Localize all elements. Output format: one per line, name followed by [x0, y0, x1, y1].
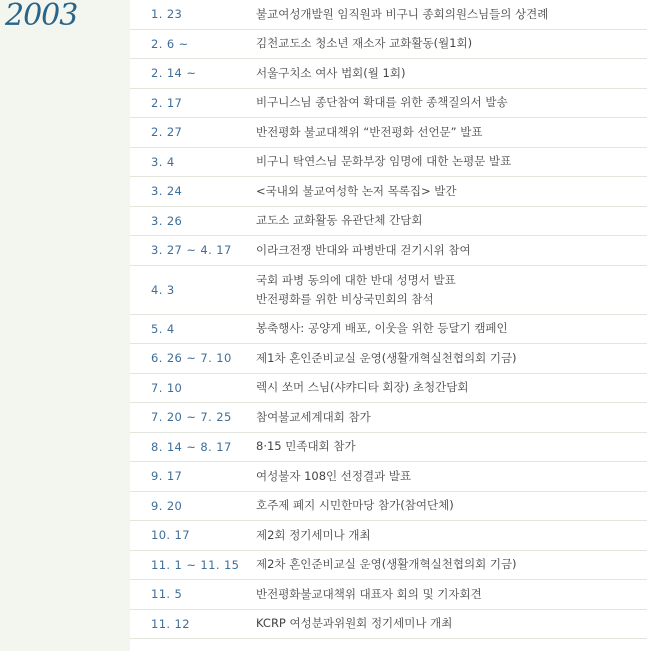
event-date: 3. 27 ~ 4. 17 [151, 243, 232, 258]
event-description-line: 김천교도소 청소년 재소자 교화활동(월1회) [256, 36, 473, 51]
event-description-line: 비구니 탁연스님 문화부장 임명에 대한 논평문 발표 [256, 154, 512, 169]
event-description-line: 교도소 교화활동 유관단체 간담회 [256, 213, 423, 228]
event-description-line: 반전평화를 위한 비상국민회의 참석 [256, 291, 434, 306]
event-date: 7. 10 [151, 380, 183, 395]
event-description [256, 492, 643, 521]
event-row [130, 177, 647, 207]
event-description-line: 제1차 혼인준비교실 운영(생활개혁실천협의회 기금) [256, 350, 517, 365]
event-row [130, 492, 647, 522]
event-description-line: 호주제 폐지 시민한마당 참가(참여단체) [256, 498, 454, 513]
event-date: 11. 1 ~ 11. 15 [151, 557, 240, 572]
event-description [256, 148, 643, 177]
event-row [130, 0, 647, 30]
event-description-line: 불교여성개발원 임직원과 비구니 종회의원스님들의 상견례 [256, 6, 549, 21]
event-description [256, 30, 643, 59]
event-description-line: 렉시 쏘머 스님(샤캬디타 회장) 초청간담회 [256, 380, 469, 395]
event-description [256, 118, 643, 147]
event-date: 3. 4 [151, 154, 175, 169]
event-description [256, 266, 643, 314]
event-date: 9. 17 [151, 469, 183, 484]
event-row [130, 344, 647, 374]
event-date: 1. 23 [151, 7, 183, 22]
event-row [130, 118, 647, 148]
event-description-line: 8·15 민족대회 참가 [256, 439, 356, 454]
event-description-line: 참여불교세계대회 참가 [256, 409, 371, 424]
event-date: 4. 3 [151, 282, 175, 297]
event-date: 5. 4 [151, 321, 175, 336]
event-date: 2. 6 ~ [151, 36, 189, 51]
event-description-line: <국내외 불교여성학 논저 목록집> 발간 [256, 183, 457, 198]
year-column [0, 0, 130, 651]
event-row [130, 59, 647, 89]
event-description [256, 177, 643, 206]
event-description-line: 반전평화불교대책위 대표자 회의 및 기자회견 [256, 586, 482, 601]
event-description [256, 403, 643, 432]
event-description [256, 551, 643, 580]
event-description [256, 0, 643, 29]
event-description-line: 국회 파병 동의에 대한 반대 성명서 발표 [256, 272, 456, 287]
event-date: 6. 26 ~ 7. 10 [151, 351, 232, 366]
event-description-line: 서울구치소 여사 법회(월 1회) [256, 65, 406, 80]
event-row [130, 610, 647, 640]
event-date: 10. 17 [151, 528, 190, 543]
event-description [256, 374, 643, 403]
event-description-line: 봉축행사: 공양게 배포, 이웃을 위한 등달기 캠페인 [256, 321, 508, 336]
event-date: 2. 27 [151, 125, 183, 140]
year-heading: 2003 [5, 0, 78, 33]
event-date: 2. 17 [151, 95, 183, 110]
event-row [130, 236, 647, 266]
event-description-line: 반전평화 불교대책위 “반전평화 선언문” 발표 [256, 124, 483, 139]
event-description [256, 344, 643, 373]
event-description [256, 433, 643, 462]
event-row [130, 148, 647, 178]
event-description-line: 제2회 정기세미나 개최 [256, 527, 371, 542]
event-description-line: 여성불자 108인 선정결과 발표 [256, 468, 412, 483]
event-row [130, 462, 647, 492]
event-row [130, 266, 647, 315]
event-description [256, 610, 643, 639]
event-description-line: 비구니스님 종단참여 확대를 위한 종책질의서 발송 [256, 95, 508, 110]
event-date: 11. 5 [151, 587, 183, 602]
event-row [130, 551, 647, 581]
event-description [256, 315, 643, 344]
event-row [130, 315, 647, 345]
event-row [130, 521, 647, 551]
event-description-line: 제2차 혼인준비교실 운영(생활개혁실천협의회 기금) [256, 557, 517, 572]
event-table [130, 0, 647, 651]
event-row [130, 374, 647, 404]
event-description [256, 236, 643, 265]
event-description [256, 59, 643, 88]
event-date: 3. 26 [151, 213, 183, 228]
event-row [130, 580, 647, 610]
event-date: 2. 14 ~ [151, 66, 197, 81]
event-date: 9. 20 [151, 498, 183, 513]
event-date: 11. 12 [151, 616, 190, 631]
event-description [256, 580, 643, 609]
event-row [130, 207, 647, 237]
event-row [130, 89, 647, 119]
event-date: 3. 24 [151, 184, 183, 199]
event-description-line: KCRP 여성분과위원회 정기세미나 개최 [256, 616, 453, 631]
event-date: 8. 14 ~ 8. 17 [151, 439, 232, 454]
event-row [130, 433, 647, 463]
event-date: 7. 20 ~ 7. 25 [151, 410, 232, 425]
event-row [130, 403, 647, 433]
event-description [256, 207, 643, 236]
event-description [256, 89, 643, 118]
event-row [130, 30, 647, 60]
event-description [256, 521, 643, 550]
event-description [256, 462, 643, 491]
event-description-line: 이라크전쟁 반대와 파병반대 걷기시위 참여 [256, 242, 471, 257]
